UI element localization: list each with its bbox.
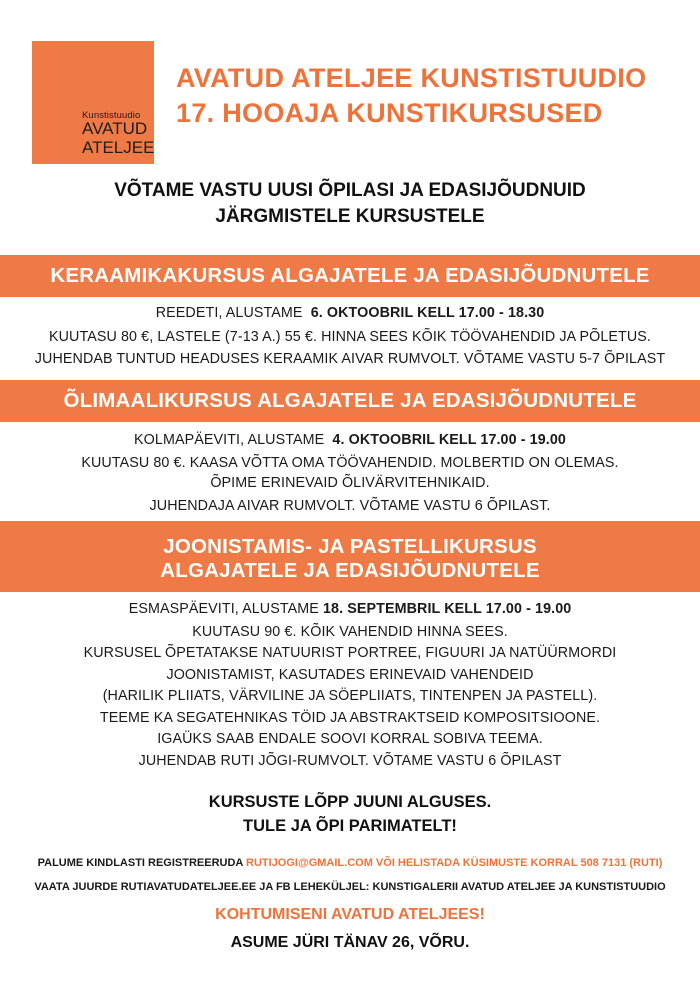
registration-prefix: PALUME KINDLASTI REGISTREERUDA	[37, 857, 243, 869]
page-title: AVATUD ATELJEE KUNSTISTUUDIO	[176, 63, 647, 93]
course-oil-teacher: JUHENDAJA AIVAR RUMVOLT. VÕTAME VASTU 6 ÕPILAST.	[149, 498, 551, 514]
logo-word-1: AVATUD	[82, 119, 148, 138]
course-ceramics-heading: KERAAMIKAKURSUS ALGAJATELE JA EDASIJÕUDNUTELE	[0, 255, 700, 297]
course-drawing-heading-line-1: JOONISTAMIS- JA PASTELLIKURSUS	[163, 535, 537, 558]
course-drawing-theme: IGAÜKS SAAB ENDALE SOOVI KORRAL SOBIVA TEEMA.	[157, 731, 543, 747]
course-drawing-schedule	[0, 601, 700, 617]
logo-word-2: ATELJEE	[82, 138, 155, 157]
registration-contact: RUTIJOGI@GMAIL.COM VÕI HELISTADA KÜSIMUSTE KORRAL 508 7131 (RUTI)	[246, 857, 663, 869]
course-oil-techniques: ÕPIME ERINEVAID ÕLIVÄRVITEHNIKAID.	[210, 475, 490, 491]
registration-note	[0, 857, 700, 869]
studio-logo	[32, 41, 154, 164]
course-drawing-materials: (HARILIK PLIIATS, VÄRVILINE JA SÖEPLIIATS, TINTENPEN JA PASTELL).	[102, 688, 598, 704]
schedule-date: 6. OKTOOBRIL KELL 17.00 - 18.30	[310, 305, 545, 321]
schedule-prefix: REEDETI, ALUSTAME	[155, 305, 303, 321]
course-oil-price: KUUTASU 80 €. KAASA VÕTTA OMA TÖÖVAHENDID. MOLBERTID ON OLEMAS.	[81, 455, 619, 471]
course-ceramics-price: KUUTASU 80 €, LASTELE (7-13 A.) 55 €. HINNA SEES KÕIK TÖÖVAHENDID JA PÕLETUS.	[48, 329, 652, 345]
course-ceramics-schedule	[0, 305, 700, 321]
course-drawing-description-1: KURSUSEL ÕPETATAKSE NATUURIST PORTREE, FIGUURI JA NATÜÜRMORDI	[83, 645, 617, 661]
course-drawing-price: KUUTASU 90 €. KÕIK VAHENDID HINNA SEES.	[192, 624, 508, 640]
studio-address: ASUME JÜRI TÄNAV 26, VÕRU.	[230, 934, 470, 951]
schedule-date: 18. SEPTEMBRIL KELL 17.00 - 19.00	[323, 601, 572, 617]
see-you-message: KOHTUMISENI AVATUD ATELJEES!	[215, 906, 485, 923]
course-drawing-heading-line-2: ALGAJATELE JA EDASIJÕUDNUTELE	[160, 559, 540, 582]
schedule-date: 4. OKTOOBRIL KELL 17.00 - 19.00	[332, 432, 566, 448]
course-drawing-heading	[0, 521, 700, 592]
page-subtitle: 17. HOOAJA KUNSTIKURSUSED	[176, 98, 603, 128]
course-drawing-description-2: JOONISTAMIST, KASUTADES ERINEVAID VAHENDEID	[166, 667, 534, 683]
schedule-prefix: ESMASPÄEVITI, ALUSTAME	[128, 601, 319, 617]
intro-line-1: VÕTAME VASTU UUSI ÕPILASI JA EDASIJÕUDNUID	[114, 180, 586, 201]
call-to-action: TULE JA ÕPI PARIMATELT!	[243, 817, 457, 835]
course-oil-schedule	[0, 432, 700, 448]
schedule-prefix: KOLMAPÄEVITI, ALUSTAME	[134, 432, 325, 448]
courses-end-note: KURSUSTE LÕPP JUUNI ALGUSES.	[208, 793, 492, 811]
more-info-note: VAATA JUURDE RUTIAVATUDATELJEE.EE JA FB LEHEKÜLJEL: KUNSTIGALERII AVATUD ATELJEE JA KUNSTISTUUDIO	[34, 881, 666, 893]
course-oil-painting-heading: ÕLIMAALIKURSUS ALGAJATELE JA EDASIJÕUDNUTELE	[0, 380, 700, 422]
logo-subtitle: Kunstistuudio	[82, 110, 141, 121]
course-drawing-mixed-media: TEEME KA SEGATEHNIKAS TÖID JA ABSTRAKTSEID KOMPOSITSIOONE.	[99, 710, 601, 726]
course-ceramics-teacher: JUHENDAB TUNTUD HEADUSES KERAAMIK AIVAR RUMVOLT. VÕTAME VASTU 5-7 ÕPILAST	[34, 351, 666, 367]
course-drawing-teacher: JUHENDAB RUTI JÕGI-RUMVOLT. VÕTAME VASTU 6 ÕPILAST	[138, 753, 562, 769]
intro-line-2: JÄRGMISTELE KURSUSTELE	[215, 206, 485, 227]
